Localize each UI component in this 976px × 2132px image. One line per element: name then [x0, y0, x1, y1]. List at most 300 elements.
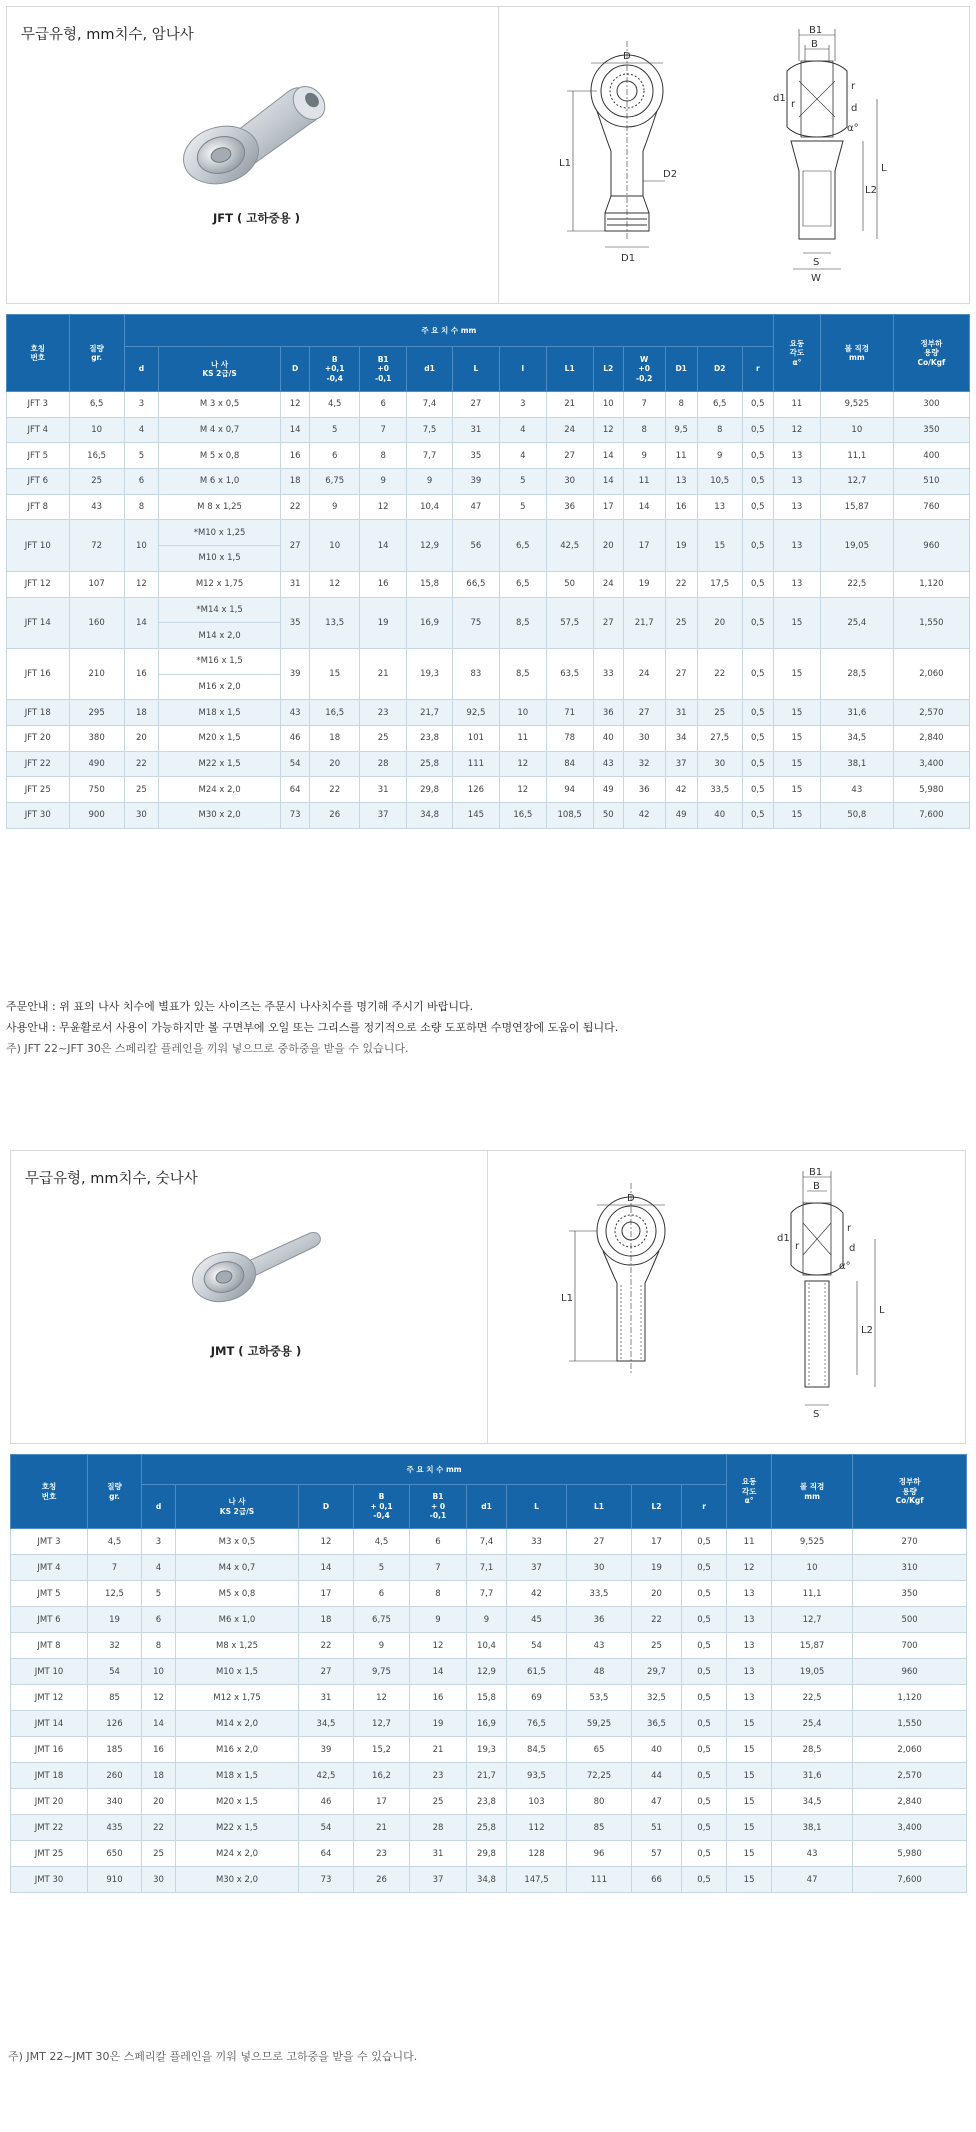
table-cell: 6: [310, 443, 360, 469]
table-cell: 111: [452, 751, 499, 777]
table-cell: 12,7: [820, 469, 893, 495]
header-cell: 볼 직경 mm: [772, 1455, 853, 1529]
table-cell: 7,600: [853, 1867, 967, 1893]
table-cell: 54: [299, 1815, 354, 1841]
table-cell: 38,1: [772, 1815, 853, 1841]
table-cell: 21: [546, 392, 593, 418]
table-cell: 30: [124, 803, 158, 829]
header-cell: B +0,1 -0,4: [310, 347, 360, 392]
table-cell: 19: [360, 597, 407, 648]
header-cell: d: [142, 1485, 176, 1529]
table-cell: 13: [727, 1607, 772, 1633]
table-cell: 15: [773, 751, 820, 777]
table-cell: 28: [360, 751, 407, 777]
table-cell: 15: [773, 777, 820, 803]
table-cell: 8: [124, 494, 158, 520]
table-cell: M14 x 2,0: [176, 1711, 299, 1737]
table-cell: M22 x 1,5: [159, 751, 281, 777]
table-cell: 34,5: [772, 1789, 853, 1815]
product-caption: JFT ( 고하중용 ): [213, 211, 300, 225]
table-cell: M6 x 1,0: [176, 1607, 299, 1633]
table-cell: 350: [893, 417, 969, 443]
table-cell: 22: [299, 1633, 354, 1659]
table-row: [11, 1659, 967, 1685]
table-cell: 18: [310, 725, 360, 751]
table-cell: 1,120: [893, 571, 969, 597]
table-cell: 15: [727, 1737, 772, 1763]
part-number-cell: JMT 6: [11, 1607, 88, 1633]
table-cell: 107: [69, 571, 124, 597]
table-cell: M14 x 2,0: [159, 623, 281, 649]
table-row: [11, 1867, 967, 1893]
table-cell: 40: [593, 725, 623, 751]
table-cell: 12: [281, 392, 310, 418]
table-cell: 64: [299, 1841, 354, 1867]
part-number-cell: JFT 12: [7, 571, 70, 597]
table-row: [11, 1763, 967, 1789]
table-cell: 185: [88, 1737, 142, 1763]
table-cell: 28: [410, 1815, 467, 1841]
jft-header-panel: [6, 6, 970, 304]
table-cell: 25,4: [772, 1711, 853, 1737]
table-cell: 19: [88, 1607, 142, 1633]
table-cell: 18: [142, 1763, 176, 1789]
table-cell: 20: [593, 520, 623, 571]
table-cell: 19: [623, 571, 665, 597]
table-cell: *M16 x 1,5: [159, 648, 281, 674]
table-cell: 72,25: [567, 1763, 632, 1789]
table-cell: 12: [499, 777, 546, 803]
svg-text:d1: d1: [773, 93, 786, 104]
table-cell: 96: [567, 1841, 632, 1867]
table-row: [11, 1711, 967, 1737]
svg-text:S: S: [813, 1409, 820, 1420]
table-cell: 147,5: [507, 1867, 567, 1893]
svg-text:r: r: [851, 81, 856, 92]
svg-text:D2: D2: [663, 169, 678, 180]
table-cell: 0,5: [682, 1763, 727, 1789]
table-cell: 34,8: [407, 803, 453, 829]
table-row: [11, 1529, 967, 1555]
table-cell: 7: [410, 1555, 467, 1581]
table-cell: 0,5: [682, 1607, 727, 1633]
table-cell: 71: [546, 700, 593, 726]
header-cell: L: [452, 347, 499, 392]
table-cell: M20 x 1,5: [176, 1789, 299, 1815]
table-cell: 15: [727, 1841, 772, 1867]
part-number-cell: JFT 22: [7, 751, 70, 777]
table-cell: 42: [623, 803, 665, 829]
part-number-cell: JMT 14: [11, 1711, 88, 1737]
table-cell: 4,5: [354, 1529, 410, 1555]
table-cell: 32: [88, 1633, 142, 1659]
header-cell: L2: [593, 347, 623, 392]
table-cell: 0,5: [742, 597, 773, 648]
header-cell: B1 +0 -0,1: [360, 347, 407, 392]
table-cell: 10: [772, 1555, 853, 1581]
table-cell: 72: [69, 520, 124, 571]
table-cell: 11,1: [820, 443, 893, 469]
table-cell: 270: [853, 1529, 967, 1555]
table-cell: 32,5: [632, 1685, 682, 1711]
table-cell: 0,5: [742, 443, 773, 469]
table-cell: 29,8: [467, 1841, 507, 1867]
table-cell: 23,8: [407, 725, 453, 751]
table-cell: M 4 x 0,7: [159, 417, 281, 443]
jmt-table-body: [11, 1529, 967, 1893]
table-cell: 7,4: [467, 1529, 507, 1555]
table-cell: 19: [410, 1711, 467, 1737]
table-cell: 0,5: [742, 700, 773, 726]
table-cell: 400: [893, 443, 969, 469]
table-cell: 0,5: [682, 1737, 727, 1763]
table-cell: 13: [773, 494, 820, 520]
part-number-cell: JFT 30: [7, 803, 70, 829]
table-cell: *M10 x 1,25: [159, 520, 281, 546]
table-cell: 93,5: [507, 1763, 567, 1789]
order-note: 주문안내 : 위 표의 나사 치수에 별표가 있는 사이즈는 주문시 나사치수를 명기해 주시기 바랍니다.: [6, 1000, 474, 1013]
table-cell: 27: [281, 520, 310, 571]
table-cell: 128: [507, 1841, 567, 1867]
table-cell: 22: [697, 648, 742, 699]
svg-text:L1: L1: [559, 158, 571, 169]
part-number-cell: JFT 3: [7, 392, 70, 418]
table-cell: 73: [281, 803, 310, 829]
table-row: [11, 1841, 967, 1867]
svg-text:D: D: [627, 1193, 635, 1204]
table-cell: 10: [499, 700, 546, 726]
table-cell: 10: [310, 520, 360, 571]
table-cell: 7,600: [893, 803, 969, 829]
table-cell: 103: [507, 1789, 567, 1815]
table-cell: 49: [665, 803, 697, 829]
table-cell: 27: [452, 392, 499, 418]
header-cell: 호칭 번호: [7, 315, 70, 392]
table-cell: 15,8: [407, 571, 453, 597]
table-cell: 31,6: [820, 700, 893, 726]
table-cell: 36: [567, 1607, 632, 1633]
table-cell: M24 x 2,0: [176, 1841, 299, 1867]
table-cell: 12: [593, 417, 623, 443]
table-cell: M16 x 2,0: [159, 674, 281, 700]
part-number-cell: JFT 4: [7, 417, 70, 443]
table-cell: 21: [410, 1737, 467, 1763]
table-cell: 30: [546, 469, 593, 495]
table-cell: 9: [467, 1607, 507, 1633]
table-cell: 12: [142, 1685, 176, 1711]
table-row: [7, 803, 970, 829]
table-cell: 30: [623, 725, 665, 751]
table-cell: 14: [360, 520, 407, 571]
table-cell: 15: [773, 700, 820, 726]
part-number-cell: JFT 14: [7, 597, 70, 648]
table-row: [11, 1607, 967, 1633]
table-cell: 43: [69, 494, 124, 520]
table-cell: 900: [69, 803, 124, 829]
table-cell: 9,525: [820, 392, 893, 418]
table-cell: 43: [772, 1841, 853, 1867]
table-cell: 8: [623, 417, 665, 443]
table-cell: M16 x 2,0: [176, 1737, 299, 1763]
table-cell: 4,5: [88, 1529, 142, 1555]
table-cell: M12 x 1,75: [176, 1685, 299, 1711]
svg-text:D1: D1: [621, 253, 636, 264]
table-cell: 21: [354, 1815, 410, 1841]
panel-divider: [498, 7, 499, 303]
table-cell: 3: [499, 392, 546, 418]
table-cell: 160: [69, 597, 124, 648]
svg-text:L2: L2: [861, 1325, 873, 1336]
table-cell: 94: [546, 777, 593, 803]
table-cell: M10 x 1,5: [176, 1659, 299, 1685]
table-cell: 910: [88, 1867, 142, 1893]
table-cell: 50,8: [820, 803, 893, 829]
table-cell: 25: [632, 1633, 682, 1659]
table-row: [11, 1581, 967, 1607]
table-cell: 13: [727, 1659, 772, 1685]
table-cell: 0,5: [742, 725, 773, 751]
part-number-cell: JMT 12: [11, 1685, 88, 1711]
header-cell: W +0 -0,2: [623, 347, 665, 392]
table-row: [7, 392, 970, 418]
table-cell: 9: [697, 443, 742, 469]
table-cell: 8: [142, 1633, 176, 1659]
table-cell: 2,570: [853, 1763, 967, 1789]
table-cell: M12 x 1,75: [159, 571, 281, 597]
table-cell: 26: [354, 1867, 410, 1893]
table-cell: 25: [69, 469, 124, 495]
header-cell: L1: [567, 1485, 632, 1529]
header-cell: 볼 직경 mm: [820, 315, 893, 392]
table-cell: 22: [665, 571, 697, 597]
table-cell: 0,5: [682, 1581, 727, 1607]
table-cell: 16,5: [310, 700, 360, 726]
table-cell: 23,8: [467, 1789, 507, 1815]
table-cell: 12,7: [772, 1607, 853, 1633]
table-cell: 6,75: [310, 469, 360, 495]
table-cell: 69: [507, 1685, 567, 1711]
table-cell: 28,5: [772, 1737, 853, 1763]
table-cell: 8: [360, 443, 407, 469]
table-cell: 42: [665, 777, 697, 803]
table-cell: 34,5: [820, 725, 893, 751]
table-cell: 27: [299, 1659, 354, 1685]
table-row: [11, 1789, 967, 1815]
table-cell: 48: [567, 1659, 632, 1685]
usage-note: 사용안내 : 무윤활로서 사용이 가능하지만 볼 구면부에 오일 또는 그리스를 정기적으로 소량 도포하면 수명연장에 도움이 됩니다.: [6, 1021, 619, 1034]
table-cell: 14: [142, 1711, 176, 1737]
table-cell: 7: [360, 417, 407, 443]
table-cell: 9: [623, 443, 665, 469]
svg-text:L1: L1: [561, 1293, 573, 1304]
table-cell: 6: [124, 469, 158, 495]
table-cell: 12,9: [407, 520, 453, 571]
table-cell: 38,1: [820, 751, 893, 777]
header-cell: 질량 gr.: [88, 1455, 142, 1529]
header-cell: 나 사 KS 2급/S: [176, 1485, 299, 1529]
table-cell: 0,5: [682, 1555, 727, 1581]
table-cell: 4: [124, 417, 158, 443]
part-number-cell: JFT 5: [7, 443, 70, 469]
table-cell: 5: [499, 494, 546, 520]
table-cell: 0,5: [742, 803, 773, 829]
table-cell: 15,87: [820, 494, 893, 520]
table-cell: 36,5: [632, 1711, 682, 1737]
table-cell: 31: [281, 571, 310, 597]
table-cell: 43: [820, 777, 893, 803]
table-cell: 9: [360, 469, 407, 495]
table-cell: 17: [593, 494, 623, 520]
table-cell: 29,7: [632, 1659, 682, 1685]
table-row: [7, 571, 970, 597]
table-cell: 510: [893, 469, 969, 495]
table-cell: 10,4: [407, 494, 453, 520]
table-cell: 57: [632, 1841, 682, 1867]
table-cell: 35: [281, 597, 310, 648]
table-row: [7, 725, 970, 751]
table-cell: 25,8: [407, 751, 453, 777]
part-number-cell: JFT 25: [7, 777, 70, 803]
table-cell: 6: [410, 1529, 467, 1555]
table-cell: 5,980: [893, 777, 969, 803]
table-cell: 4,5: [310, 392, 360, 418]
group-header-main-dims: 주 요 치 수 mm: [124, 315, 773, 347]
header-cell: D: [281, 347, 310, 392]
table-cell: 13: [727, 1633, 772, 1659]
section-title: 무급유형, mm치수, 암나사: [21, 27, 194, 43]
table-cell: 92,5: [452, 700, 499, 726]
table-cell: 25: [360, 725, 407, 751]
table-cell: 5,980: [853, 1841, 967, 1867]
table-cell: 14: [299, 1555, 354, 1581]
table-cell: 1,550: [853, 1711, 967, 1737]
table-cell: 9,75: [354, 1659, 410, 1685]
header-cell: D: [299, 1485, 354, 1529]
table-cell: M 6 x 1,0: [159, 469, 281, 495]
table-cell: 47: [632, 1789, 682, 1815]
table-cell: 24: [546, 417, 593, 443]
table-cell: 6,5: [499, 520, 546, 571]
svg-text:d: d: [849, 1243, 856, 1254]
svg-text:S: S: [813, 257, 820, 268]
table-cell: 1,120: [853, 1685, 967, 1711]
table-cell: 6: [142, 1607, 176, 1633]
table-cell: M30 x 2,0: [159, 803, 281, 829]
header-cell: 호칭 번호: [11, 1455, 88, 1529]
table-cell: 25,8: [467, 1815, 507, 1841]
table-cell: 10: [124, 520, 158, 571]
svg-text:α°: α°: [847, 123, 859, 134]
table-cell: 39: [281, 648, 310, 699]
table-cell: 47: [772, 1867, 853, 1893]
svg-text:B1: B1: [809, 25, 823, 36]
table-cell: 25: [142, 1841, 176, 1867]
table-cell: 49: [593, 777, 623, 803]
table-cell: 14: [593, 469, 623, 495]
header-cell: L1: [546, 347, 593, 392]
table-cell: 0,5: [742, 777, 773, 803]
table-cell: 78: [546, 725, 593, 751]
svg-text:d: d: [851, 103, 858, 114]
table-cell: 14: [410, 1659, 467, 1685]
table-cell: 9: [410, 1607, 467, 1633]
table-cell: 11: [499, 725, 546, 751]
table-cell: 30: [697, 751, 742, 777]
table-cell: 4: [142, 1555, 176, 1581]
table-cell: 145: [452, 803, 499, 829]
table-cell: 14: [593, 443, 623, 469]
table-cell: M5 x 0,8: [176, 1581, 299, 1607]
table-cell: 40: [632, 1737, 682, 1763]
svg-text:W: W: [811, 273, 821, 284]
table-cell: 51: [632, 1815, 682, 1841]
table-cell: 23: [410, 1763, 467, 1789]
table-cell: 108,5: [546, 803, 593, 829]
table-cell: 31: [665, 700, 697, 726]
table-cell: 20: [310, 751, 360, 777]
table-cell: 32: [623, 751, 665, 777]
table-cell: 59,25: [567, 1711, 632, 1737]
header-cell: 정부하 용량 Co/Kgf: [893, 315, 969, 392]
svg-text:B1: B1: [809, 1167, 823, 1178]
table-cell: 17: [299, 1581, 354, 1607]
table-cell: 76,5: [507, 1711, 567, 1737]
table-cell: 33: [593, 648, 623, 699]
header-cell: B1 + 0 -0,1: [410, 1485, 467, 1529]
svg-text:α°: α°: [839, 1261, 851, 1272]
table-row: [11, 1815, 967, 1841]
table-cell: M22 x 1,5: [176, 1815, 299, 1841]
part-number-cell: JMT 30: [11, 1867, 88, 1893]
jft-technical-drawing: [547, 21, 927, 291]
table-cell: 16: [410, 1685, 467, 1711]
table-cell: 6,75: [354, 1607, 410, 1633]
part-number-cell: JFT 16: [7, 648, 70, 699]
table-row: [11, 1737, 967, 1763]
table-cell: 12,9: [467, 1659, 507, 1685]
table-row: [7, 494, 970, 520]
table-cell: 19: [632, 1555, 682, 1581]
header-cell: d: [124, 347, 158, 392]
table-cell: 10: [142, 1659, 176, 1685]
header-cell: 나 사 KS 2급/S: [159, 347, 281, 392]
svg-text:r: r: [847, 1223, 852, 1234]
header-cell: d1: [467, 1485, 507, 1529]
table-cell: 12: [310, 571, 360, 597]
table-cell: 15,2: [354, 1737, 410, 1763]
table-cell: 17: [354, 1789, 410, 1815]
table-cell: 37: [360, 803, 407, 829]
table-cell: 0,5: [682, 1659, 727, 1685]
header-cell: D2: [697, 347, 742, 392]
table-cell: 0,5: [742, 520, 773, 571]
table-cell: 7,5: [407, 417, 453, 443]
header-cell: 질량 gr.: [69, 315, 124, 392]
table-cell: 2,570: [893, 700, 969, 726]
table-cell: 31: [452, 417, 499, 443]
table-cell: 0,5: [682, 1815, 727, 1841]
table-cell: 22: [281, 494, 310, 520]
table-cell: M 3 x 0,5: [159, 392, 281, 418]
part-number-cell: JMT 3: [11, 1529, 88, 1555]
section-title: 무급유형, mm치수, 숫나사: [25, 1171, 198, 1187]
table-cell: 19: [665, 520, 697, 571]
table-cell: 16,5: [499, 803, 546, 829]
header-cell: l: [499, 347, 546, 392]
table-cell: 19,3: [407, 648, 453, 699]
table-cell: 37: [507, 1555, 567, 1581]
table-cell: 26: [310, 803, 360, 829]
